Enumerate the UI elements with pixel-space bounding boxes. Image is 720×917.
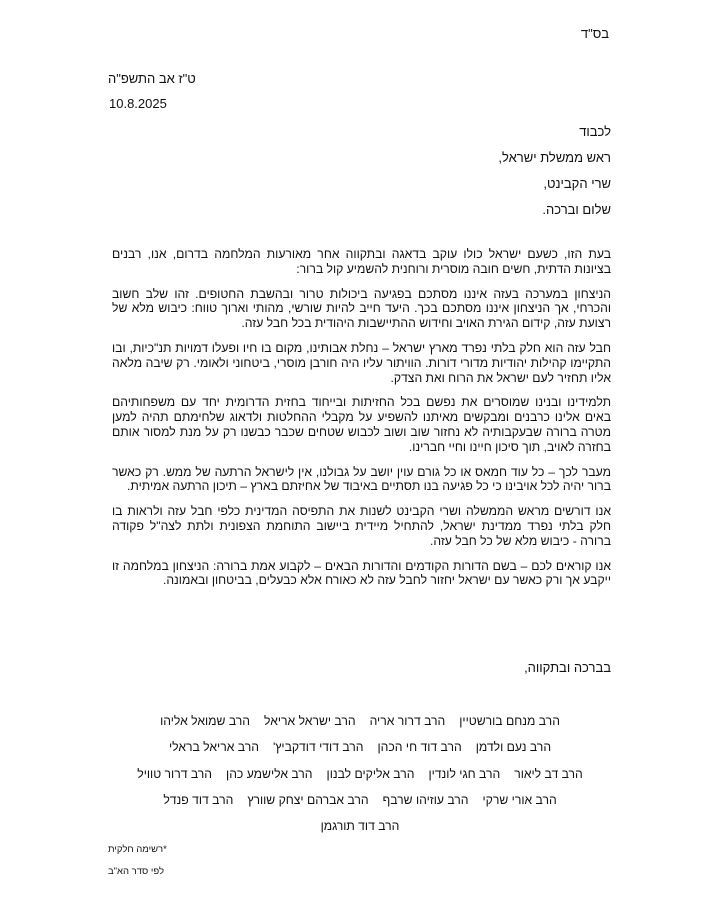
address-line-pm: ראש ממשלת ישראל, [498,150,611,165]
body-paragraph: חבל עזה הוא חלק בלתי נפרד מארץ ישראל – נחלת אבותינו, מקום בו חיו ופעלו דמויות תנ"כיות, ובו התקיימו קהילות יהודיות מדורי דורות. הוויתור עליו היה חורבן מוסרי, ביטחוני ולאומי. רק שיבה מלאה אליו תחזיר לעם ישראל את הרוח ואת הצדק. [112,340,611,385]
gregorian-date: 10.8.2025 [109,96,167,111]
hebrew-date: ט"ז אב התשפ"ה [108,71,196,86]
signatory: הרב נעם ולדמן [475,740,552,754]
letter-body [112,247,611,598]
body-paragraph: בעת הזו, כשעם ישראל כולו עוקב בדאגה ובתקווה אחר מאורעות המלחמה בדרום, אנו, רבנים בציונות הדתית, חשים חובה מוסרית ורוחנית להשמיע קול ברור: [112,247,611,276]
signatories-row [100,714,620,728]
signatory: הרב דוד חי הכהן [377,740,462,754]
address-greeting: שלום וברכה. [542,202,611,217]
signatory: הרב מנחם בורשטיין [459,714,560,728]
signatory: הרב אלישמע כהן [226,767,313,781]
body-paragraph: תלמידינו ובנינו שמוסרים את נפשם בכל החזיתות ובייחוד בחזית הדרומית יחד עם משפחותיהם באים אלינו כרבנים ומבקשים מאיתנו להשפיע על מקבלי ההחלטות ולדאוג שלחימתם תהיה למען מטרה ברורה שבעקבותיה לא נחזור שוב ושוב לכבוש שטחים שכבר כבשנו רק על מנת למסור אותם בחזרה לאויב, תוך סיכון חיינו וחיי חברינו. [112,395,611,454]
body-paragraph: מעבר לכך – כל עוד חמאס או כל גורם עוין יושב על גבולנו, אין לישראל הרתעה של ממש. רק כאשר ברור יהיה לכל אויבינו כי כל פגיעה בנו תסתיים באיבוד של אחיזתם בארץ – תיכון הרתעה אמיתית. [112,464,611,494]
signatory: הרב דב ליאור [514,767,583,781]
signatory: הרב ישראל אריאל [264,714,356,728]
address-line-cabinet: שרי הקבינט, [543,176,611,191]
signatories-row [100,740,620,754]
body-paragraph: אנו דורשים מראש הממשלה ושרי הקבינט לשנות את התפיסה המדינית כלפי חבל עזה ולראות בו חלק בלתי נפרד ממדינת ישראל, להתחיל מיידית ביישוב התוחמת הצפונית ולתת לצה"ל פקודה ברורה - כיבוש מלא של כל חבל עזה. [112,504,611,548]
signatory: הרב עוזיהו שרבף [382,793,469,807]
partial-list-note: *רשימה חלקית [108,844,167,855]
signatory: הרב אריאל בראלי [168,740,259,754]
basad-header: בס"ד [580,26,609,41]
signatories-row [100,767,620,781]
signatory: הרב דרור אריה [369,714,446,728]
signatory: הרב אליקים לבנון [326,767,415,781]
signatory: הרב דוד תורגמן [320,819,400,833]
signatory: הרב דרור טוויל [137,767,213,781]
signatory: הרב דוד פנדל [163,793,234,807]
signatory: הרב דודי דודקביץ' [272,740,364,754]
address-to: לכבוד [579,124,611,139]
signatory: הרב אורי שרקי [482,793,557,807]
signatories-row [100,819,620,833]
body-paragraph: אנו קוראים לכם – בשם הדורות הקודמים והדורות הבאים – לקבוע אמת ברורה: הניצחון במלחמה זו ייקבע אך ורק כאשר עם ישראל יחזור לחבל עזה לא כאורח אלא כבעלים, בביטחון ובאמונה. [112,558,611,588]
signatories-row [100,793,620,807]
closing-line: בברכה ובתקווה, [524,660,611,675]
signatory: הרב שמואל אליהו [160,714,250,728]
signatory: הרב חגי לונדין [428,767,501,781]
signatory: הרב אברהם יצחק שוורץ [247,793,369,807]
body-paragraph: הניצחון במערכה בעזה איננו מסתכם בפגיעה ביכולות טרור ובהשבת החטופים. זהו שלב חשוב והכרחי, אך הניצחון איננו מסתכם בכך. היעד חייב להיות שורשי, מהותי וארוך טווח: כיבוש מלא של רצועת עזה, קידום הגירת האויב וחידוש ההתיישבות היהודית בכל חבל עזה. [112,286,611,331]
alphabetical-order-note: לפי סדר הא"ב [108,866,164,877]
